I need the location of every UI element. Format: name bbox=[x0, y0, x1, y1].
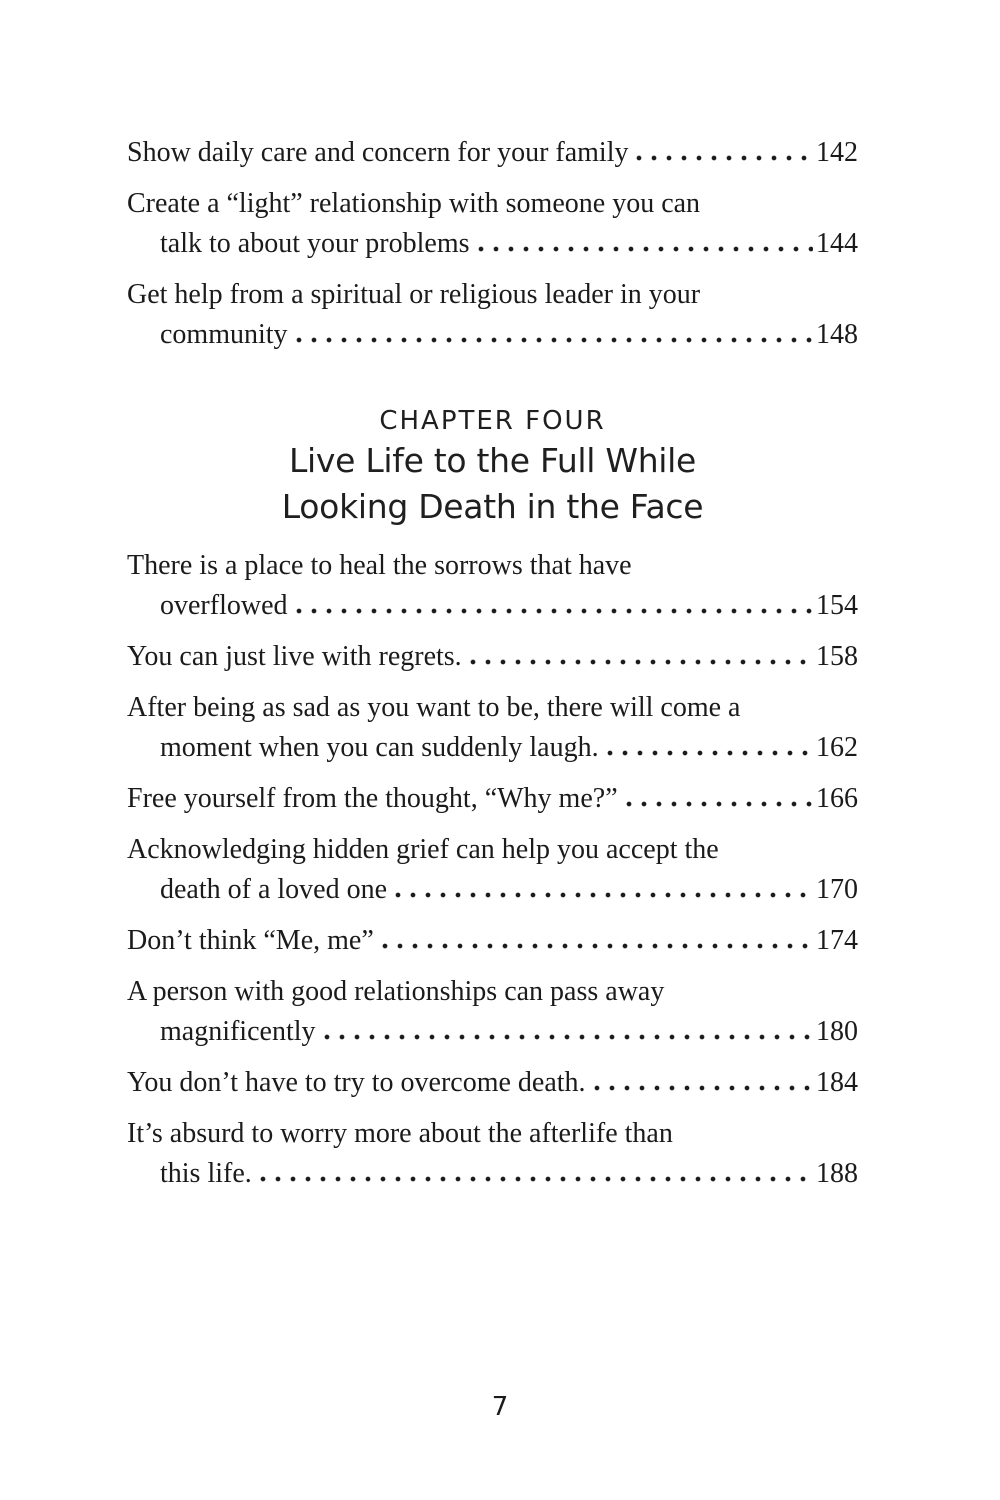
toc-entry bbox=[127, 830, 858, 910]
dot-leader bbox=[260, 1176, 813, 1182]
toc-entry bbox=[127, 779, 858, 819]
entry-title: You don’t have to try to overcome death. bbox=[127, 1067, 586, 1098]
chapter-title-line: Live Life to the Full While bbox=[288, 441, 697, 480]
toc-entry bbox=[127, 972, 858, 1052]
dot-leader bbox=[470, 659, 813, 665]
entry-title: After being as sad as you want to be, there will come a bbox=[127, 692, 741, 723]
toc-entry bbox=[127, 688, 858, 768]
entry-title: Create a “light” relationship with someone you can bbox=[127, 188, 701, 219]
entry-title: A person with good relationships can pass away bbox=[127, 976, 665, 1007]
toc-entry-row bbox=[127, 1063, 858, 1103]
entry-title-continuation: magnificently bbox=[160, 1016, 316, 1047]
entry-page-number: 166 bbox=[816, 783, 858, 814]
toc-entry-row bbox=[127, 546, 858, 586]
toc-section-chapter-four bbox=[127, 546, 858, 1194]
entry-title: Don’t think “Me, me” bbox=[127, 925, 374, 956]
dot-leader bbox=[626, 801, 813, 807]
entry-page-number: 142 bbox=[816, 137, 858, 168]
entry-page-number: 158 bbox=[816, 641, 858, 672]
toc-entry bbox=[127, 546, 858, 626]
toc-entry-row bbox=[127, 184, 858, 224]
entry-title-continuation: this life. bbox=[160, 1158, 252, 1189]
toc-entry-row bbox=[127, 830, 858, 870]
entry-title-continuation: community bbox=[160, 319, 288, 350]
dot-leader bbox=[296, 337, 813, 343]
toc-entry-row bbox=[127, 779, 858, 819]
toc-section-chapter-three-tail bbox=[127, 133, 858, 355]
entry-page-number: 184 bbox=[816, 1067, 858, 1098]
table-of-contents bbox=[127, 133, 858, 1205]
toc-entry-row bbox=[127, 688, 858, 728]
entry-page-number: 180 bbox=[816, 1016, 858, 1047]
toc-entry-row bbox=[127, 921, 858, 961]
toc-entry bbox=[127, 637, 858, 677]
page-number: 7 bbox=[491, 1392, 509, 1422]
chapter-number-label: CHAPTER FOUR bbox=[379, 406, 606, 436]
entry-page-number: 174 bbox=[816, 925, 858, 956]
toc-entry-row bbox=[127, 315, 858, 355]
dot-leader bbox=[636, 155, 813, 161]
entry-page-number: 144 bbox=[816, 228, 858, 259]
toc-entry-row bbox=[127, 586, 858, 626]
toc-entry-row bbox=[127, 972, 858, 1012]
dot-leader bbox=[607, 750, 813, 756]
toc-entry-row bbox=[127, 224, 858, 264]
dot-leader bbox=[478, 246, 813, 252]
entry-title-continuation: overflowed bbox=[160, 590, 288, 621]
entry-title-continuation: moment when you can suddenly laugh. bbox=[160, 732, 599, 763]
dot-leader bbox=[594, 1085, 813, 1091]
entry-page-number: 154 bbox=[816, 590, 858, 621]
dot-leader bbox=[296, 608, 813, 614]
toc-entry-row bbox=[127, 1114, 858, 1154]
entry-page-number: 148 bbox=[816, 319, 858, 350]
entry-page-number: 170 bbox=[816, 874, 858, 905]
toc-entry-row bbox=[127, 1154, 858, 1194]
entry-title-continuation: death of a loved one bbox=[160, 874, 388, 905]
entry-page-number: 162 bbox=[816, 732, 858, 763]
toc-entry-row bbox=[127, 275, 858, 315]
entry-title: There is a place to heal the sorrows that have bbox=[127, 550, 632, 581]
entry-title: Get help from a spiritual or religious leader in your bbox=[127, 279, 701, 310]
dot-leader bbox=[382, 943, 813, 949]
toc-entry bbox=[127, 133, 858, 173]
toc-entry bbox=[127, 1114, 858, 1194]
toc-entry-row bbox=[127, 133, 858, 173]
entry-title: You can just live with regrets. bbox=[127, 641, 462, 672]
entry-title: Acknowledging hidden grief can help you accept the bbox=[127, 834, 719, 865]
toc-entry bbox=[127, 275, 858, 355]
chapter-title-line: Looking Death in the Face bbox=[281, 487, 704, 526]
toc-entry-row bbox=[127, 637, 858, 677]
entry-title: Free yourself from the thought, “Why me?” bbox=[127, 783, 618, 814]
entry-title: Show daily care and concern for your family bbox=[127, 137, 629, 168]
chapter-heading bbox=[127, 404, 858, 530]
toc-entry-row bbox=[127, 728, 858, 768]
entry-title-continuation: talk to about your problems bbox=[160, 228, 470, 259]
chapter-title bbox=[127, 438, 858, 530]
entry-page-number: 188 bbox=[816, 1158, 858, 1189]
toc-entry-row bbox=[127, 1012, 858, 1052]
toc-entry bbox=[127, 184, 858, 264]
toc-entry bbox=[127, 1063, 858, 1103]
dot-leader bbox=[324, 1034, 813, 1040]
toc-entry bbox=[127, 921, 858, 961]
dot-leader bbox=[395, 892, 813, 898]
toc-entry-row bbox=[127, 870, 858, 910]
entry-title: It’s absurd to worry more about the afterlife than bbox=[127, 1118, 673, 1149]
